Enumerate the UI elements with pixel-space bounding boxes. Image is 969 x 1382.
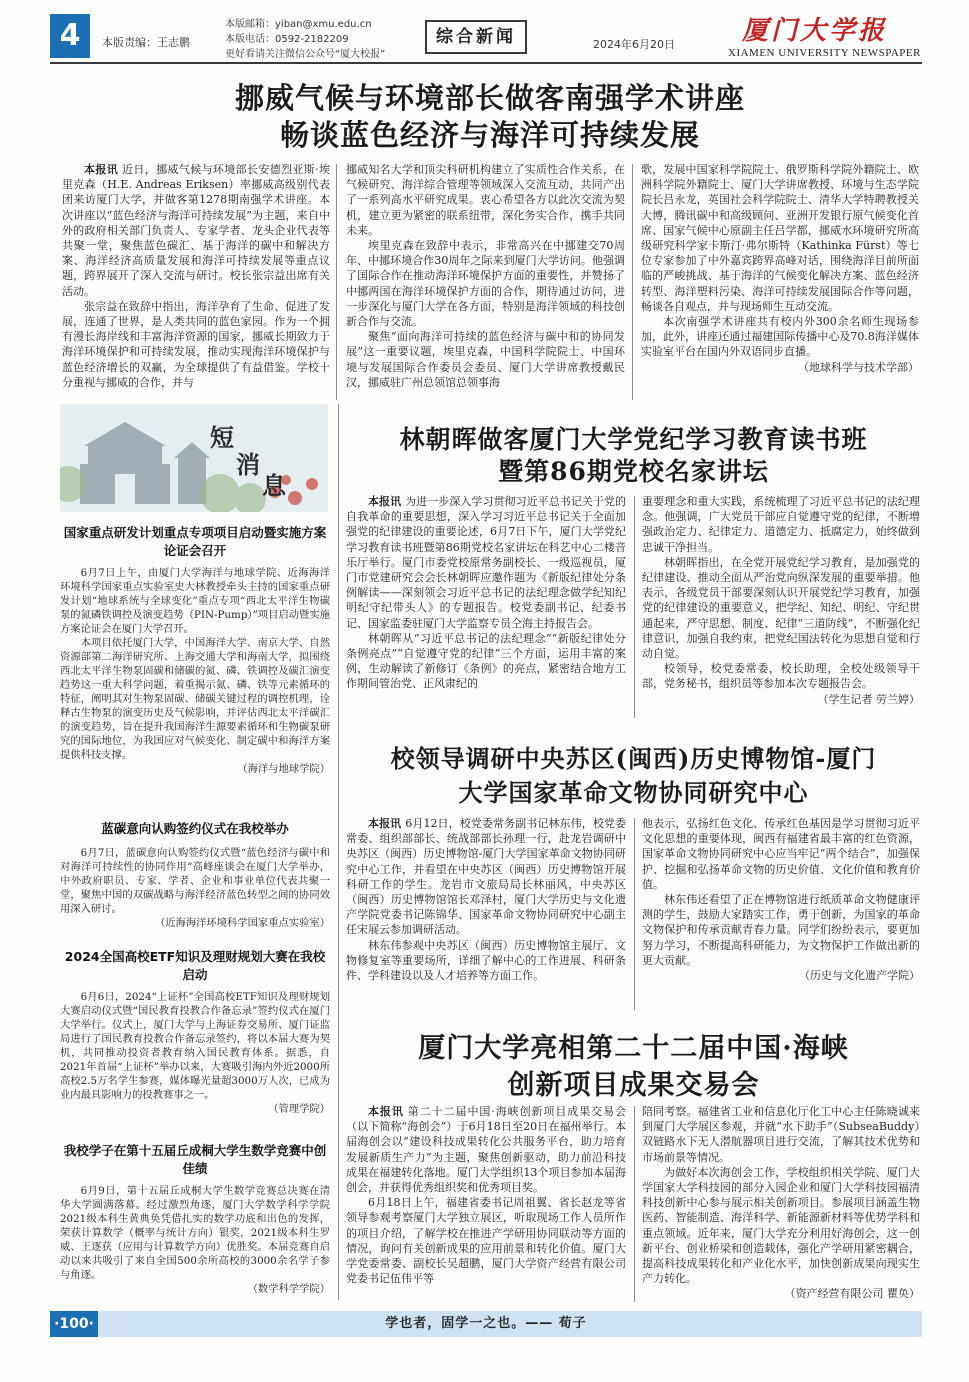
brief-news-title: 短 消 息 bbox=[210, 423, 292, 500]
brief-4-title: 我校学子在第十五届丘成桐大学生数学竞赛中创佳绩 bbox=[63, 1143, 327, 1176]
article-1-title: 挪威气候与环境部长做客南强学术讲座 畅谈蓝色经济与海洋可持续发展 bbox=[234, 81, 745, 152]
contact-info bbox=[225, 17, 385, 62]
contact-phone: 本版电话：0592-2182209 bbox=[225, 34, 349, 45]
column-divider bbox=[634, 1106, 635, 1302]
article-2-col-2: 重要理念和重大实践，系统梳理了习近平总书记的法纪理念。他强调，广大党员干部应自觉遵守党的纪律，不断增强政治定力、纪律定力、道德定力、抵腐定力，始终做到忠诚干净担当。 林朝晖指出，在全党开展党纪学习教育，是加强党的纪律建设、推动全面从严治党向纵深发展的重要举措。他表示，各级党员干部要深刻认识开展党纪学习教育，加强党的纪律建设的重要意义，把学纪、知纪、明纪、守纪贯通起来，严守思想、制度、纪律“三道防线”，不断强化纪律意识，加强自我约束，把党纪国法转化为思想自觉和行动自觉。 校领导，校党委常委，校长助理，全校处级领导干部，党务秘书，组织员等参加本次专题报告会。 （学生记者 劳兰婷） bbox=[642, 495, 920, 706]
brief-1-body: 6月7日上午，由厦门大学海洋与地球学院、近海海洋环境科学国家重点实验室史大林教授牵头主持的国家重点研发计划“地球系统与全球变化”重点专项“西北太平洋生物碳泵的氮磷铁调控及演变趋势（PIN-Pump）”项目启动暨实施方案论证会在厦门大学召开。 本项目依托厦门大学，中国海洋大学、南京大学、自然资源部第二海洋研究所、上海交通大学和海南大学，拟围绕西北太平洋生物泵固碳和储碳的氮、磷、铁调控及碳汇演变趋势这一重大科学问题，着重揭示氮、磷、铁等元素循环的特征，阐明其对生物泵固碳、储碳关键过程的调控机理，诠释古生物泵的演变历史及气候影响，并评估西北太平洋碳汇的演变趋势，旨在提升我国海洋生源要素循环和生物碳泵研究的国际地位，为我国应对气候变化、制定碳中和海洋方案提供科技支撑。 （海洋与地球学院） bbox=[60, 567, 330, 775]
brief-1-signature: （海洋与地球学院） bbox=[237, 763, 330, 775]
article-3-col-2: 他表示，弘扬红色文化、传承红色基因是学习贯彻习近平文化思想的重要体现，闽西有福建省最丰富的红色资源，国家革命文物协同研究中心应当牢记“两个结合”，加强保护、挖掘和弘扬革命文物的历史价值、文化价值和教育价值。 林东伟还看望了正在博物馆进行纸质革命文物健康评测的学生，鼓励大家踏实工作，勇于创新，为国家的革命文物保护和传承贡献青春力量。同学们纷纷表示，要更加努力学习，不断提高科研能力，为文物保护工作做出新的更大贡献。 （历史与文化遗产学院） bbox=[642, 817, 920, 983]
brief-column-divider bbox=[338, 404, 339, 1300]
article-1-col-3: 歌，发展中国家科学院院士、俄罗斯科学院外籍院士、欧洲科学院外籍院士、厦门大学讲席教授、环境与生态学院院长吕永龙，英国社会科学院院士、清华大学特聘教授关大博，腾讯碳中和高级顾问、亚洲开发银行原气候变化首席、国家气候中心原副主任吕学都，挪威水环境研究所高级研究科学家卡斯汀·弗尔斯特（Kathinka Fürst）等七位专家参加了中外嘉宾跨界高峰对话，围绕海洋目前所面临的严峻挑战、基于海洋的气候变化解决方案、蓝色经济转型、海洋塑料污染、海洋可持续发展国际合作等问题，畅谈各自观点，并与现场师生互动交流。 本次南强学术讲座共有校内外300余名师生现场参加，此外，讲座还通过福建国际传播中心及70.8海洋媒体实验室平台在国内外双语同步直播。 （地球科学与技术学部） bbox=[641, 163, 919, 374]
contact-wechat: 更好看请关注微信公众号“厦大校报” bbox=[225, 49, 386, 60]
page-footer bbox=[50, 1311, 922, 1337]
article-2-signature: （学生记者 劳兰婷） bbox=[817, 692, 920, 706]
brief-2-signature: （近海海洋环境科学国家重点实验室） bbox=[154, 917, 330, 929]
footer-quote: 学也者，固学一之也。—— 荀子 bbox=[385, 1316, 587, 1331]
contact-email: 本版邮箱：yiban@xmu.edu.cn bbox=[225, 19, 372, 30]
column-divider bbox=[634, 818, 635, 1010]
brief-3-title: 2024全国高校ETF知识及理财规划大赛在我校启动 bbox=[64, 949, 326, 982]
masthead bbox=[50, 14, 922, 64]
article-3-col-1: 本报讯 6月12日，校党委常务副书记林东伟，校党委常委、组织部部长、统战部部长孙理一行，赴龙岩调研中央苏区（闽西）历史博物馆-厦门大学国家革命文物协同研究中心工作，并看望在中央苏区（闽西）历史博物馆开展科研工作的学生。龙岩市文旅局局长林丽风，中央苏区（闽西）历史博物馆馆长邓泽村，厦门大学历史与文化遗产学院党委书记陈锦华、国家革命文物协同研究中心副主任宋展云参加调研活动。 林东伟参观中央苏区（闽西）历史博物馆主展厅、文物修复室等重要场所，详细了解中心的工作进展、科研条件、学科建设以及人才培养等方面工作。 bbox=[346, 817, 626, 983]
brief-1-title: 国家重点研发计划重点专项项目启动暨实施方案论证会召开 bbox=[63, 525, 327, 558]
brief-3-body: 6月6日，2024“上证杯”全国高校ETF知识及理财规划大赛启动仪式暨“国民教育投教合作备忘录”签约仪式在厦门大学举行。仪式上，厦门大学与上海证券交易所、厦门证监局进行了国民教育投教合作备忘录签约，将以本届大赛为契机，共同推动投资者教育纳入国民教育体系。据悉，自2021年首届“上证杯”举办以来，大赛吸引海内外近2000所高校2.5万名学生参赛，媒体曝光量超3000万人次，已成为业内最具影响力的投教赛事之一。 （管理学院） bbox=[60, 991, 330, 1115]
column-divider bbox=[632, 164, 633, 400]
column-divider bbox=[336, 164, 337, 400]
page-number: 4 bbox=[50, 14, 90, 58]
brief-2-body: 6月7日，蓝碳意向认购签约仪式暨“蓝色经济与碳中和对海洋可持续性的协同作用”高峰座谈会在厦门大学举办，中外政府职员、专家、学者、企业和事业单位代表共聚一堂，聚焦中国的双碳战略与海洋经济蓝色转型之间的协同效用深入研讨。 （近海海洋环境科学国家重点实验室） bbox=[60, 847, 330, 929]
brief-2-title: 蓝碳意向认购签约仪式在我校举办 bbox=[101, 821, 289, 836]
article-4-title: 厦门大学亮相第二十二届中国·海峡 创新项目成果交易会 bbox=[418, 1033, 849, 1101]
section-label: 综合新闻 bbox=[425, 20, 527, 54]
brief-3-signature: （管理学院） bbox=[268, 1103, 330, 1115]
article-2-title: 林朝晖做客厦门大学党纪学习教育读书班 暨第86期党校名家讲坛 bbox=[399, 425, 868, 486]
brief-4-body: 6月9日，第十五届丘成桐大学生数学竞赛总决赛在清华大学圆满落幕。经过激烈角逐，厦门大学数学科学学院2021级本科生黄典奂凭借扎实的数学功底和出色的发挥，荣获计算数学（概率与统计方向）银奖，2021级本科生罗威、王逐获（应用与计算数学方向）优胜奖。本届竞赛自启动以来共吸引了来自全国500余所高校的3000余名学子参与角逐。 （数学科学学院） bbox=[60, 1185, 330, 1295]
article-1-col-1: 本报讯 近日，挪威气候与环境部长安德烈亚斯·埃里克森（H.E. Andreas Eriksen）率挪威高级别代表团来访厦门大学，并做客第1278期南强学术讲座。本次讲座以“蓝色经济与海洋可持续发展”为主题，来自中外的政府相关部门负责人、专家学者、龙头企业代表等共聚一堂，聚焦蓝色碳汇、基于海洋的碳中和解决方案、海洋经济高质量发展和海洋可持续发展等重点议题，跨界展开了深入交流与研讨。校长张宗益出席有关活动。 张宗益在致辞中指出，海洋孕育了生命、促进了发展，连通了世界，是人类共同的蓝色家园。作为一个拥有漫长海岸线和丰富海洋资源的国家，挪威长期致力于海洋环境保护和可持续发展，推动实现海洋环境保护与蓝色经济增长的双赢，为全球提供了有益借鉴。学校十分重视与挪威的合作，并与 bbox=[62, 163, 330, 389]
footer-page-number: ·100· bbox=[50, 1311, 98, 1337]
article-4-col-2: 陪同考察。福建省工业和信息化厅化工中心主任陈晓诚来到厦门大学展区参观，并就“水下助手”（SubseaBuddy）双链路水下无人潜航器项目进行交流，了解其技术优势和市场前景等情况。 为做好本次海创会工作，学校组织相关学院、厦门大学国家大学科技园的部分入园企业和厦门大学科技园福清科技创新中心参与展示相关创新项目。参展项目涵盖生物医药、智能制造、海洋科学、新能源新材料等优势学科和重点领域。近年来，厦门大学充分利用好海创会，这一创新平台、创业桥梁和创造载体，强化产学研用紧密耦合，提高科技成果转化和产业化水平，加快创新成果向现实生产力转化。 （资产经营有限公司 瞿奂） bbox=[642, 1105, 920, 1301]
article-3-signature: （历史与文化遗产学院） bbox=[799, 969, 920, 983]
article-3-title: 校领导调研中央苏区(闽西)历史博物馆-厦门 大学国家革命文物协同研究中心 bbox=[390, 744, 877, 807]
brief-4-signature: （数学科学学院） bbox=[247, 1283, 330, 1295]
column-divider bbox=[634, 496, 635, 718]
article-1-col-2: 挪威知名大学和顶尖科研机构建立了实质性合作关系，在气候研究、海洋综合管理等领域深入交流互动，共同产出了一系列高水平研究成果。衷心希望各方以此次交流为契机，建立更为紧密的联系纽带，深化务实合作，携手共同未来。 埃里克森在致辞中表示，非常高兴在中挪建交70周年、中挪环境合作30周年之际来到厦门大学访问。他强调了国际合作在推动海洋环境保护方面的重要性，并赞扬了中挪两国在海洋环境保护方面的合作，期待通过访问，进一步深化与厦门大学在各方面，特别是海洋领域的科技创新合作与交流。 聚焦“面向海洋可持续的蓝色经济与碳中和的协同发展”这一重要议题，埃里克森，中国科学院院士、中国环境与发展国际合作委员会委员、厦门大学讲席教授戴民汉，挪威驻广州总领馆总领事海 bbox=[346, 163, 625, 389]
editor-credit: 本版责编：王志鹏 bbox=[102, 36, 190, 49]
article-4-col-1: 本报讯 第二十二届中国·海峡创新项目成果交易会（以下简称“海创会”）于6月18日至20日在福州举行。本届海创会以“建设科技成果转化公共服务平台，助力培育发展新质生产力”为主题，聚焦创新驱动，助力前沿科技成果在福建转化落地。厦门大学组织13个项目参加本届海创会，并获得优秀组织奖和优秀项目奖。 6月18日上午，福建省委书记周祖翼、省长赵龙等省领导参观考察厦门大学独立展区，听取现场工作人员所作的项目介绍，了解学校在推进产学研用协同联动等方面的情况，询问有关创新成果的应用前景和转化价值。厦门大学党委常委、副校长吴超鹏，厦门大学资产经营有限公司党委书记伍伟平等 bbox=[346, 1105, 626, 1286]
newspaper-logo: 厦门大学报 bbox=[742, 16, 888, 46]
newspaper-logo-english: XIAMEN UNIVERSITY NEWSPAPER bbox=[728, 47, 921, 59]
article-1-signature: （地球科学与技术学部） bbox=[798, 360, 919, 374]
article-4-signature: （资产经营有限公司 瞿奂） bbox=[784, 1287, 920, 1301]
publication-date: 2024年6月20日 bbox=[593, 38, 675, 51]
article-2-col-1: 本报讯 为进一步深入学习贯彻习近平总书记关于党的自我革命的重要思想，深入学习习近平总书记关于全面加强党的纪律建设的重要论述，6月7日下午，厦门大学党纪学习教育读书班暨第86期党校名家讲坛在科艺中心二楼音乐厅举行。厦门市委党校原常务副校长、一级巡视员，厦门市党建研究会会长林朝晖应邀作题为《新版纪律处分条例解读——深刻领会习近平总书记的法纪理念做学纪知纪明纪守纪带头人》的专题报告。校党委副书记、纪委书记、国家监委驻厦门大学监察专员仝海主持报告会。 林朝晖从“习近平总书记的法纪理念”“新版纪律处分条例亮点”“自觉遵守党的纪律”三个方面，运用丰富的案例，生动解读了新修订《条例》的亮点，紧密结合地方工作期间管治党、正风肃纪的 bbox=[346, 495, 626, 691]
